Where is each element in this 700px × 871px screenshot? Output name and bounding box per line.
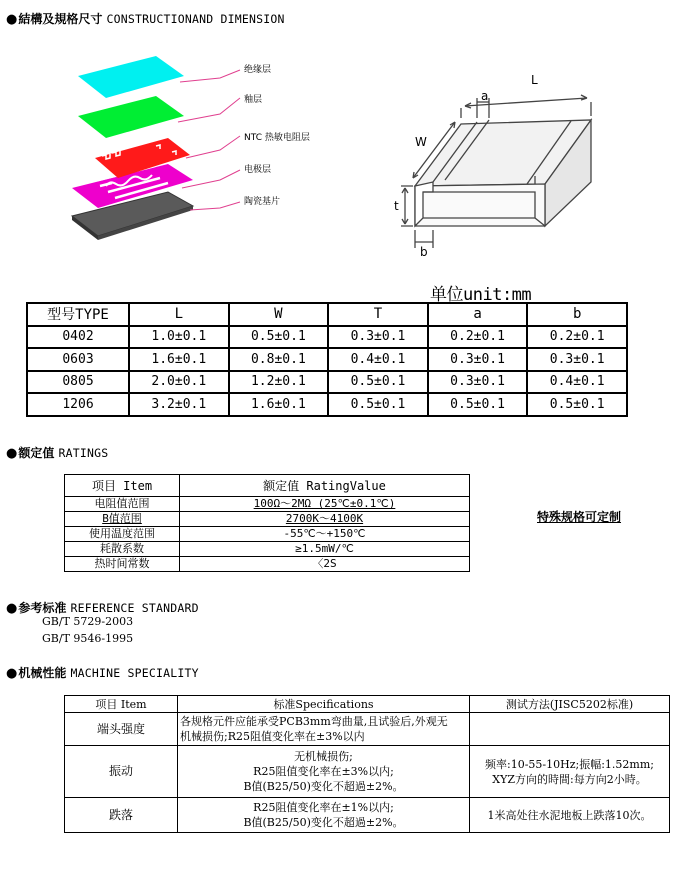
machine-method [470, 713, 670, 746]
cell-type: 1206 [27, 393, 129, 416]
section-title-construction: ●結構及規格尺寸 CONSTRUCTIONAND DIMENSION [6, 12, 285, 27]
machine-item: 跌落 [65, 798, 178, 833]
cell-W: 0.8±0.1 [229, 348, 329, 371]
cell-W: 0.5±0.1 [229, 326, 329, 349]
chip-label-a: a [481, 89, 489, 103]
table-row [65, 512, 470, 527]
header-W: W [229, 303, 329, 326]
cell-L: 3.2±0.1 [129, 393, 229, 416]
rating-item: B值范围 [65, 512, 180, 527]
table-row [27, 348, 627, 371]
header-rating-value: 额定值 RatingValue [180, 475, 470, 497]
table-row [65, 497, 470, 512]
chip-label-L: L [531, 73, 538, 87]
table-row [65, 542, 470, 557]
rating-value: 〈2S [180, 557, 470, 572]
standard-line: GB/T 9546-1995 [42, 632, 134, 645]
section-title-machine: ●机械性能 MACHINE SPECIALITY [6, 666, 199, 681]
standard-line: GB/T 5729-2003 [42, 615, 134, 628]
machine-item: 端头强度 [65, 713, 178, 746]
machine-method: 1米高处往水泥地板上跌落10次。 [470, 798, 670, 833]
label-electrode-layer: 电极层 [244, 165, 272, 175]
section-title-ratings: ●额定值 RATINGS [6, 446, 109, 461]
cell-type: 0603 [27, 348, 129, 371]
layer-stack-graphic [60, 40, 390, 270]
chip-label-t: t [394, 199, 399, 213]
header-T: T [328, 303, 428, 326]
machine-spec: 各规格元件应能承受PCB3mm弯曲量,且试验后,外观无 机械损伤;R25阻值变化率在±3%以内 [178, 713, 470, 746]
rating-value: 100Ω～2MΩ (25℃±0.1℃) [180, 497, 470, 512]
rating-item: 使用温度范围 [65, 527, 180, 542]
header-item: 项目 Item [65, 475, 180, 497]
cell-T: 0.3±0.1 [328, 326, 428, 349]
rating-item: 耗散系数 [65, 542, 180, 557]
header-specifications: 标准Specifications [178, 696, 470, 713]
rating-value: -55℃～+150℃ [180, 527, 470, 542]
dimension-table [26, 302, 628, 417]
cell-type: 0805 [27, 371, 129, 394]
rating-value: 2700K～4100K [180, 512, 470, 527]
table-row [65, 527, 470, 542]
machine-table-header [65, 696, 670, 713]
cell-T: 0.5±0.1 [328, 371, 428, 394]
table-row [65, 746, 670, 798]
machine-spec: R25阻值变化率在±1%以内; B值(B25/50)变化不超過±2%。 [178, 798, 470, 833]
rating-item: 热时间常数 [65, 557, 180, 572]
cell-L: 1.0±0.1 [129, 326, 229, 349]
cell-b: 0.5±0.1 [527, 393, 627, 416]
machine-method: 频率:10-55-10Hz;振幅:1.52mm; XYZ方向的時間:每方向2小時。 [470, 746, 670, 798]
table-row [27, 371, 627, 394]
chip-label-b: b [420, 245, 428, 259]
ratings-table [64, 474, 470, 572]
ratings-table-header [65, 475, 470, 497]
label-substrate-layer: 陶瓷基片 [244, 197, 281, 207]
custom-spec-note: 特殊规格可定制 [537, 510, 622, 524]
header-test-method: 测试方法(JISC5202标准) [470, 696, 670, 713]
table-row [27, 393, 627, 416]
label-insulation-layer: 绝缘层 [244, 65, 272, 75]
header-b: b [527, 303, 627, 326]
machine-item: 振动 [65, 746, 178, 798]
cell-a: 0.5±0.1 [428, 393, 528, 416]
cell-a: 0.3±0.1 [428, 371, 528, 394]
cell-a: 0.3±0.1 [428, 348, 528, 371]
cell-L: 2.0±0.1 [129, 371, 229, 394]
chip-label-W: W [415, 135, 427, 149]
table-row [65, 798, 670, 833]
machine-table [64, 695, 670, 833]
cell-L: 1.6±0.1 [129, 348, 229, 371]
table-row [65, 713, 670, 746]
header-a: a [428, 303, 528, 326]
cell-a: 0.2±0.1 [428, 326, 528, 349]
cell-b: 0.4±0.1 [527, 371, 627, 394]
cell-type: 0402 [27, 326, 129, 349]
glaze-layer [78, 96, 184, 138]
chip-outline-graphic [385, 58, 625, 268]
header-type: 型号TYPE [27, 303, 129, 326]
header-L: L [129, 303, 229, 326]
insulation-layer [78, 56, 184, 98]
label-glaze-layer: 釉层 [244, 95, 263, 105]
machine-spec: 无机械损伤; R25阻值变化率在±3%以内; B值(B25/50)变化不超過±2%。 [178, 746, 470, 798]
cell-b: 0.3±0.1 [527, 348, 627, 371]
rating-item: 电阻值范围 [65, 497, 180, 512]
label-ntc-layer: NTC 热敏电阻层 [244, 133, 310, 143]
cell-b: 0.2±0.1 [527, 326, 627, 349]
cell-T: 0.5±0.1 [328, 393, 428, 416]
layer-diagram [60, 40, 390, 270]
section-title-reference: ●参考标准 REFERENCE STANDARD [6, 601, 199, 616]
cell-W: 1.6±0.1 [229, 393, 329, 416]
table-row [65, 557, 470, 572]
cell-W: 1.2±0.1 [229, 371, 329, 394]
dimension-table-header [27, 303, 627, 326]
rating-value: ≥1.5mW/℃ [180, 542, 470, 557]
cell-T: 0.4±0.1 [328, 348, 428, 371]
unit-label: 单位unit:mm [430, 285, 532, 305]
chip-dimension-diagram [385, 58, 625, 268]
header-item: 项目 Item [65, 696, 178, 713]
table-row [27, 326, 627, 349]
